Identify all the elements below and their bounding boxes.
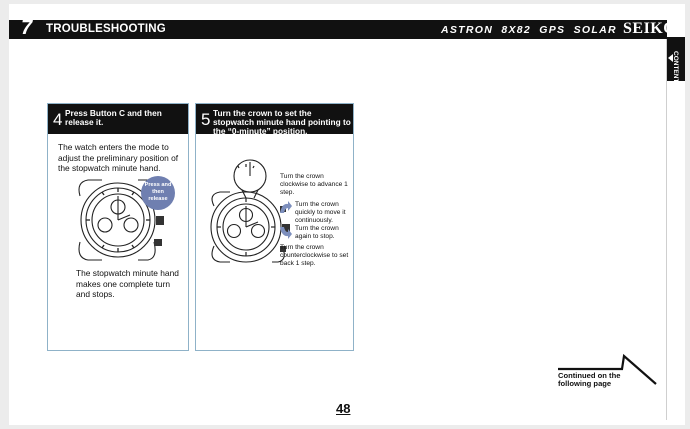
step-4-number: 4	[53, 110, 63, 129]
contents-tab-label: CONTENTS	[672, 51, 679, 87]
chapter-title: TROUBLESHOOTING	[46, 23, 166, 35]
step-4-description: The watch enters the mode to adjust the preliminary position of the stopwatch minute hand.	[58, 142, 179, 173]
step-4-header	[48, 104, 188, 134]
contents-tab[interactable]	[667, 37, 685, 87]
step-5-number: 5	[201, 110, 211, 129]
note-turn-quickly: Turn the crown quickly to move it continuously.	[295, 201, 346, 224]
step-4-title: Press Button C and then release it.	[65, 108, 162, 127]
step-5-header	[196, 104, 353, 134]
chapter-header-bar	[9, 17, 677, 39]
note-turn-again: Turn the crown again to stop.	[295, 225, 339, 240]
product-name: ASTRON 8X82 GPS SOLAR	[441, 24, 617, 36]
step-5-panel	[195, 103, 354, 351]
step-4-panel	[47, 103, 189, 351]
page-number: 48	[336, 401, 351, 416]
crown-rotation-arrows-icon	[278, 201, 292, 239]
note-turn-clockwise: Turn the crown clockwise to advance 1 step.	[280, 173, 348, 196]
note-turn-counterclockwise: Turn the crown counterclockwise to set back 1 step.	[280, 244, 349, 267]
continued-on-next-page[interactable]: Continued on the following page	[558, 371, 621, 388]
press-bubble-label: Press and then release	[144, 182, 172, 202]
step-5-title: Turn the crown to set the stopwatch minute hand pointing to the “0-minute” position.	[213, 108, 351, 136]
brand-logo: SEIKO	[623, 20, 677, 37]
step-4-caption: The stopwatch minute hand makes one complete turn and stops.	[76, 268, 179, 299]
chapter-number: 7	[21, 17, 33, 39]
